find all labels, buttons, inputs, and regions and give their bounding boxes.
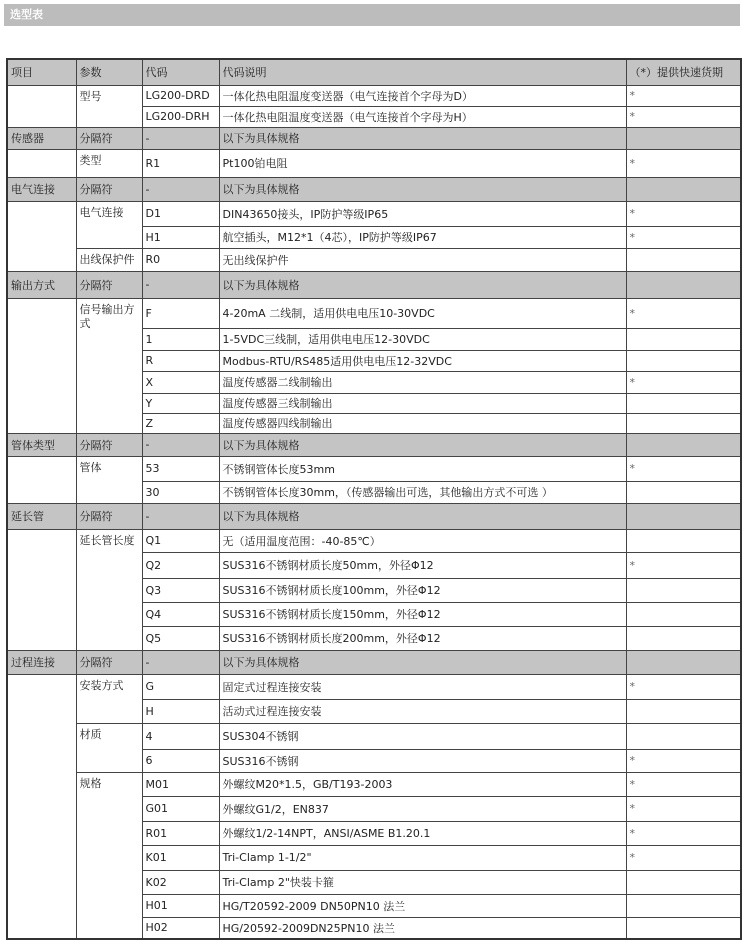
item-name: 管体类型 [7,433,76,456]
quick-delivery-star [626,248,741,271]
desc-cell: 温度传感器二线制输出 [219,371,626,393]
code-cell: LG200-DRD [142,85,219,106]
quick-delivery-star: * [626,674,741,699]
desc-cell: 不锈钢管体长度30mm，（传感器输出可选，其他输出方式不可选 ） [219,481,626,503]
desc-cell: 以下为具体规格 [219,177,626,201]
selection-table [6,58,742,940]
item-cell [7,456,76,503]
quick-delivery-star [626,723,741,749]
param-label: 型号 [76,85,142,127]
code-cell: D1 [142,201,219,226]
desc-cell: Tri-Clamp 2"快装卡箍 [219,870,626,894]
param-label: 信号输出方式 [76,298,142,433]
quick-delivery-star: * [626,106,741,127]
code-cell: R0 [142,248,219,271]
quick-delivery-star [626,626,741,650]
table-row [7,298,741,328]
code-cell: 1 [142,328,219,350]
code-cell: - [142,177,219,201]
desc-cell: 以下为具体规格 [219,503,626,529]
quick-delivery-star: * [626,772,741,796]
item-cell [7,674,76,939]
code-cell: H01 [142,894,219,917]
quick-delivery-star [626,578,741,602]
table-row [7,201,741,226]
star-cell [626,127,741,149]
code-cell: 53 [142,456,219,481]
code-cell: G [142,674,219,699]
desc-cell: HG/20592-2009DN25PN10 法兰 [219,917,626,939]
table-row [7,723,741,749]
item-name: 传感器 [7,127,76,149]
code-cell: F [142,298,219,328]
quick-delivery-star: * [626,845,741,870]
code-cell: 30 [142,481,219,503]
desc-cell: 不锈钢管体长度53mm [219,456,626,481]
desc-cell: DIN43650接头，IP防护等级IP65 [219,201,626,226]
quick-delivery-star: * [626,149,741,177]
desc-cell: 以下为具体规格 [219,650,626,674]
item-name: 延长管 [7,503,76,529]
code-cell: Q4 [142,602,219,626]
param-label: 管体 [76,456,142,503]
separator-row [7,650,741,674]
desc-cell: 以下为具体规格 [219,271,626,298]
separator-row [7,433,741,456]
desc-cell: 外螺纹G1/2，EN837 [219,796,626,821]
quick-delivery-star: * [626,371,741,393]
desc-cell: Tri-Clamp 1-1/2" [219,845,626,870]
param-label: 规格 [76,772,142,939]
desc-cell: SUS316不锈钢材质长度200mm，外径Φ12 [219,626,626,650]
desc-cell: HG/T20592-2009 DN50PN10 法兰 [219,894,626,917]
table-row [7,248,741,271]
section-title: 选型表 [4,4,740,26]
code-cell: R1 [142,149,219,177]
desc-cell: 外螺纹1/2-14NPT，ANSI/ASME B1.20.1 [219,821,626,845]
desc-cell: 以下为具体规格 [219,433,626,456]
desc-cell: SUS316不锈钢 [219,749,626,772]
separator-row [7,127,741,149]
param-cell: 分隔符 [76,127,142,149]
desc-cell: 4-20mA 二线制，适用供电电压10-30VDC [219,298,626,328]
desc-cell: 无（适用温度范围：-40-85℃） [219,529,626,552]
param-cell: 分隔符 [76,433,142,456]
item-cell [7,149,76,177]
table-row [7,85,741,106]
code-cell: 6 [142,749,219,772]
code-cell: - [142,503,219,529]
quick-delivery-star: * [626,85,741,106]
param-cell: 分隔符 [76,503,142,529]
desc-cell: 一体化热电阻温度变送器（电气连接首个字母为D） [219,85,626,106]
star-cell [626,650,741,674]
quick-delivery-star: * [626,456,741,481]
param-cell: 分隔符 [76,271,142,298]
table-row [7,456,741,481]
star-cell [626,271,741,298]
quick-delivery-star: * [626,226,741,248]
desc-cell: 1-5VDC三线制，适用供电电压12-30VDC [219,328,626,350]
star-cell [626,433,741,456]
param-label: 延长管长度 [76,529,142,650]
quick-delivery-star: * [626,201,741,226]
code-cell: - [142,650,219,674]
header-cell: 项目 [7,59,76,85]
quick-delivery-star [626,894,741,917]
header-cell: 代码 [142,59,219,85]
desc-cell: 温度传感器四线制输出 [219,413,626,433]
table-row [7,674,741,699]
item-cell [7,529,76,650]
code-cell: R [142,350,219,371]
desc-cell: SUS316不锈钢材质长度100mm，外径Φ12 [219,578,626,602]
item-cell [7,85,76,127]
quick-delivery-star: * [626,821,741,845]
quick-delivery-star: * [626,796,741,821]
param-cell: 分隔符 [76,650,142,674]
desc-cell: 无出线保护件 [219,248,626,271]
desc-cell: 活动式过程连接安装 [219,699,626,723]
desc-cell: SUS316不锈钢材质长度150mm，外径Φ12 [219,602,626,626]
desc-cell: 温度传感器三线制输出 [219,393,626,413]
desc-cell: 外螺纹M20*1.5，GB/T193-2003 [219,772,626,796]
code-cell: K01 [142,845,219,870]
code-cell: G01 [142,796,219,821]
table-row [7,529,741,552]
table-row [7,149,741,177]
code-cell: LG200-DRH [142,106,219,127]
quick-delivery-star [626,481,741,503]
quick-delivery-star: * [626,749,741,772]
code-cell: H02 [142,917,219,939]
quick-delivery-star [626,393,741,413]
code-cell: Q2 [142,552,219,578]
star-cell [626,177,741,201]
desc-cell: Modbus-RTU/RS485适用供电电压12-32VDC [219,350,626,371]
param-cell: 分隔符 [76,177,142,201]
code-cell: R01 [142,821,219,845]
code-cell: X [142,371,219,393]
desc-cell: 固定式过程连接安装 [219,674,626,699]
code-cell: 4 [142,723,219,749]
item-name: 输出方式 [7,271,76,298]
star-cell [626,503,741,529]
desc-cell: SUS316不锈钢材质长度50mm，外径Φ12 [219,552,626,578]
header-cell: （*）提供快速货期 [626,59,741,85]
quick-delivery-star: * [626,552,741,578]
separator-row [7,177,741,201]
code-cell: M01 [142,772,219,796]
desc-cell: 以下为具体规格 [219,127,626,149]
quick-delivery-star: * [626,298,741,328]
desc-cell: 一体化热电阻温度变送器（电气连接首个字母为H） [219,106,626,127]
separator-row [7,503,741,529]
quick-delivery-star [626,328,741,350]
header-cell: 代码说明 [219,59,626,85]
param-label: 类型 [76,149,142,177]
header-cell: 参数 [76,59,142,85]
item-cell [7,298,76,433]
desc-cell: SUS304不锈钢 [219,723,626,749]
quick-delivery-star [626,350,741,371]
code-cell: H1 [142,226,219,248]
code-cell: Q3 [142,578,219,602]
desc-cell: Pt100铂电阻 [219,149,626,177]
item-name: 过程连接 [7,650,76,674]
table-row [7,772,741,796]
quick-delivery-star [626,699,741,723]
quick-delivery-star [626,602,741,626]
param-label: 材质 [76,723,142,772]
code-cell: - [142,433,219,456]
code-cell: Z [142,413,219,433]
item-name: 电气连接 [7,177,76,201]
param-label: 安装方式 [76,674,142,723]
header-row [7,59,741,85]
quick-delivery-star [626,413,741,433]
code-cell: - [142,127,219,149]
quick-delivery-star [626,870,741,894]
item-cell [7,201,76,271]
separator-row [7,271,741,298]
code-cell: Q1 [142,529,219,552]
quick-delivery-star [626,529,741,552]
code-cell: Q5 [142,626,219,650]
code-cell: K02 [142,870,219,894]
param-label: 出线保护件 [76,248,142,271]
code-cell: H [142,699,219,723]
desc-cell: 航空插头，M12*1（4芯），IP防护等级IP67 [219,226,626,248]
code-cell: Y [142,393,219,413]
code-cell: - [142,271,219,298]
param-label: 电气连接 [76,201,142,248]
quick-delivery-star [626,917,741,939]
